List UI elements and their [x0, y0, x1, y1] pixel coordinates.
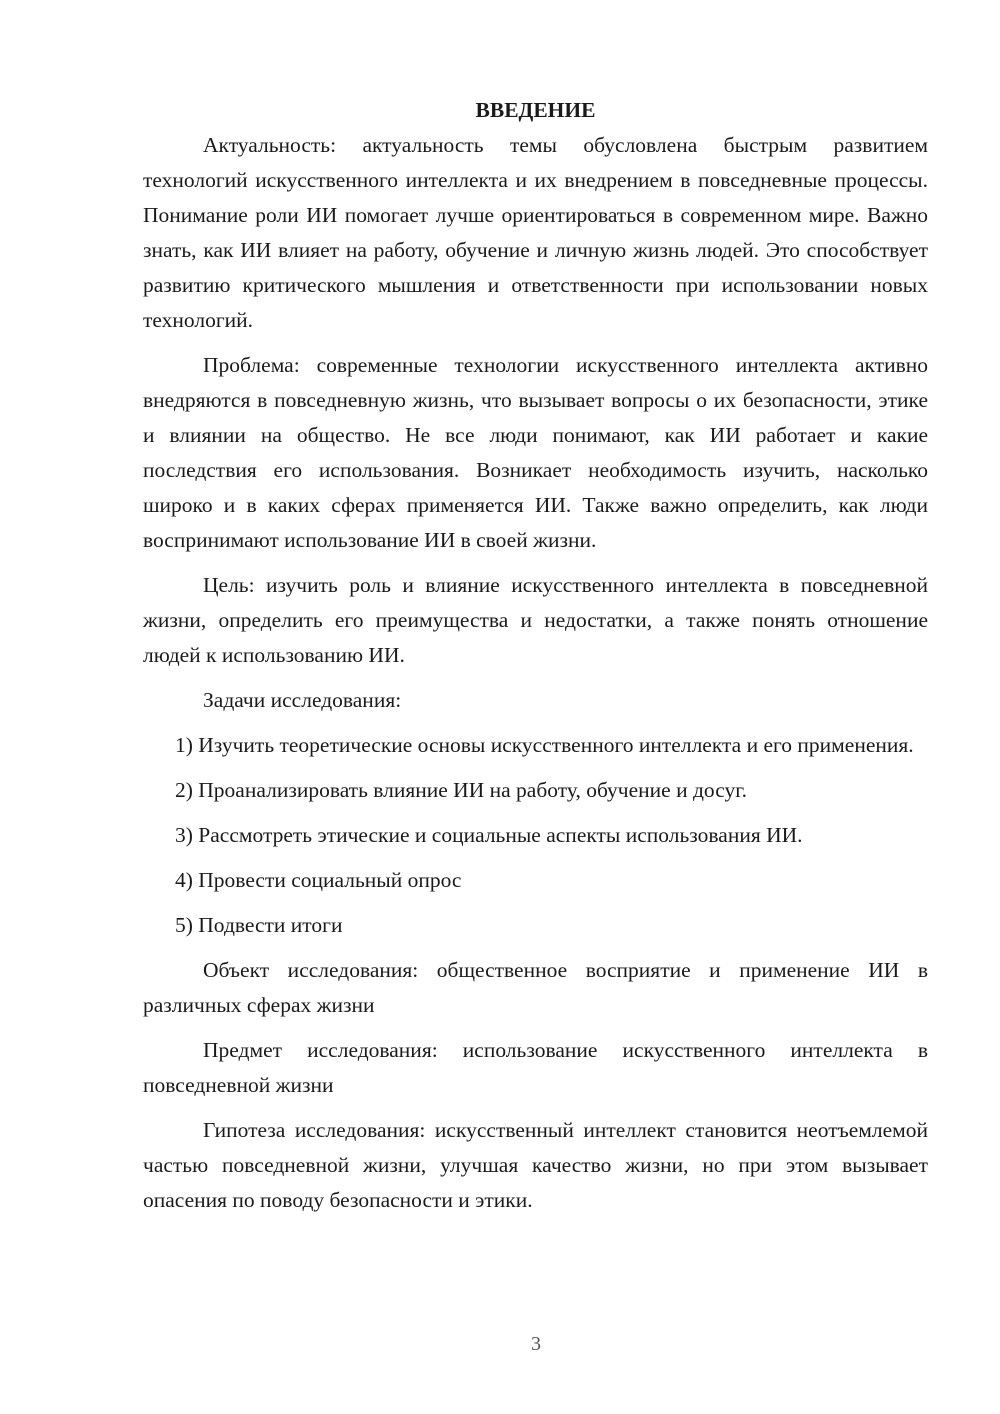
paragraph-problem: Проблема: современные технологии искусственного интеллекта активно внедряются в повседневную жизнь, что вызывает вопросы о их безопасности, этике и влиянии на общество. Не все люди понимают, как ИИ работает и какие последствия его использования. Возникает необходимость изучить, насколько широко и в каких сферах применяется ИИ. Также важно определить, как люди воспринимают использование ИИ в своей жизни.: [143, 353, 928, 552]
paragraph-subject: Предмет исследования: использование искусственного интеллекта в повседневной жизни: [143, 1038, 928, 1097]
paragraph-goal: Цель: изучить роль и влияние искусственного интеллекта в повседневной жизни, определить его преимущества и недостатки, а также понять отношение людей к использованию ИИ.: [143, 573, 928, 667]
task-item-5: 5) Подвести итоги: [175, 913, 343, 937]
paragraph-relevance: Актуальность: актуальность темы обусловлена быстрым развитием технологий искусственного интеллекта и их внедрением в повседневные процессы. Понимание роли ИИ помогает лучше ориентироваться в современном мире. Важно знать, как ИИ влияет на работу, обучение и личную жизнь людей. Это способствует развитию критического мышления и ответственности при использовании новых технологий.: [143, 133, 928, 332]
section-title: ВВЕДЕНИЕ: [475, 98, 596, 122]
paragraph-hypothesis: Гипотеза исследования: искусственный интеллект становится неотъемлемой частью повседневной жизни, улучшая качество жизни, но при этом вызывает опасения по поводу безопасности и этики.: [143, 1118, 928, 1212]
tasks-heading: Задачи исследования:: [203, 688, 402, 712]
page-number: 3: [531, 1333, 541, 1355]
document-page: [143, 93, 928, 1218]
paragraph-object: Объект исследования: общественное восприятие и применение ИИ в различных сферах жизни: [143, 958, 928, 1017]
task-item-4: 4) Провести социальный опрос: [175, 868, 462, 892]
task-item-2: 2) Проанализировать влияние ИИ на работу, обучение и досуг.: [175, 778, 747, 802]
task-item-1: 1) Изучить теоретические основы искусственного интеллекта и его применения.: [175, 733, 914, 757]
task-item-3: 3) Рассмотреть этические и социальные аспекты использования ИИ.: [175, 823, 803, 847]
